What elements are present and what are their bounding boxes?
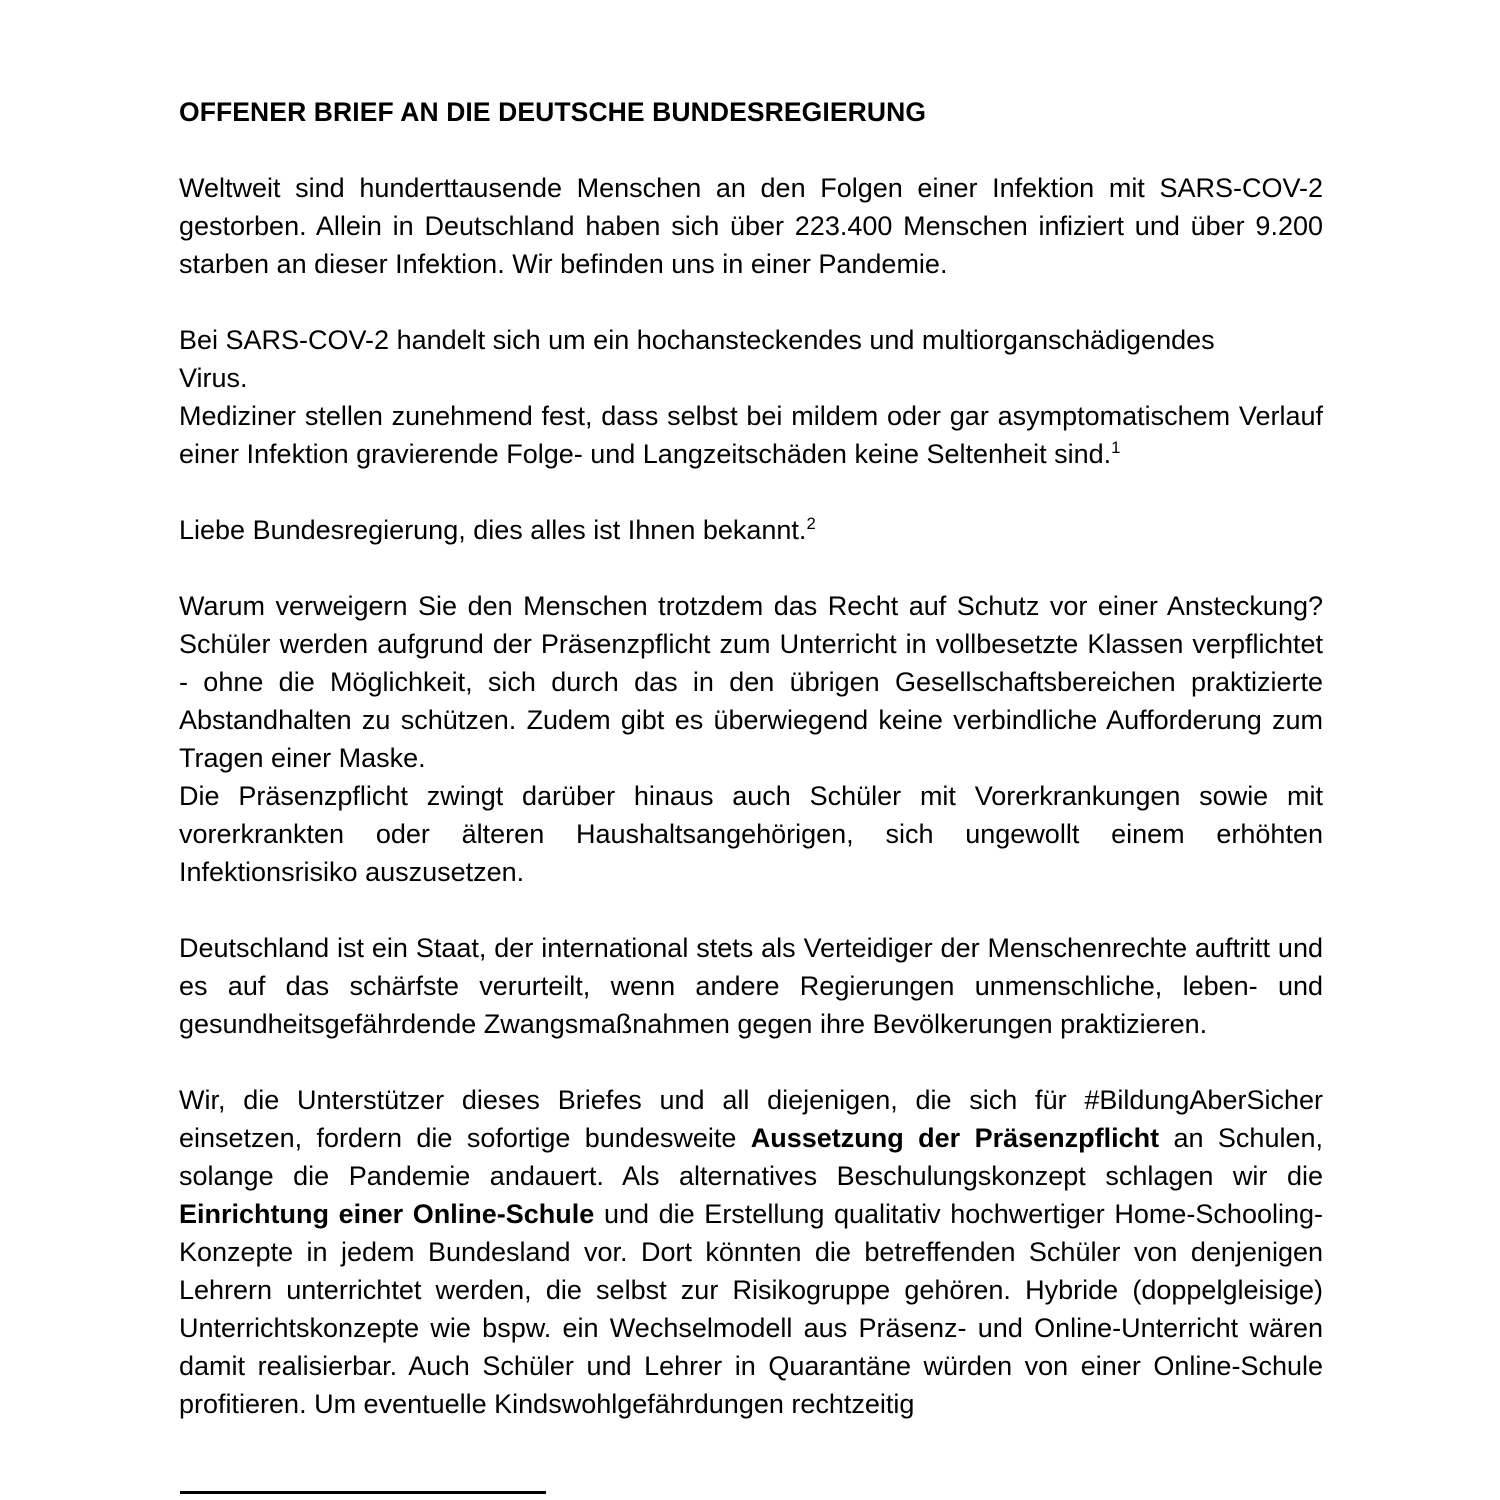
demand-suspend-attendance: Aussetzung der Präsenzpflicht <box>750 1123 1160 1153</box>
paragraph-address-government <box>179 511 1323 549</box>
demands-text-part-2: an Schulen, solange die Pandemie andauert. Als alternatives Beschulungskonzept schlagen wir die <box>179 1123 1323 1191</box>
paragraph-line: Bei SARS-COV-2 handelt sich um ein hochansteckendes und multiorganschädigendes <box>179 325 1215 355</box>
paragraph-risk-groups: Die Präsenzpflicht zwingt darüber hinaus auch Schüler mit Vorerkrankungen sowie mit vorerkrankten oder älteren Haushaltsangehörigen, sich ungewollt einem erhöhten Infektionsrisiko auszusetzen. <box>179 781 1323 887</box>
paragraph-long-term-effects <box>179 397 1323 473</box>
footnote-marker-1[interactable]: 1 <box>1111 438 1121 457</box>
paragraph-line: Virus. <box>179 363 248 393</box>
paragraph-question-protection: Warum verweigern Sie den Menschen trotzdem das Recht auf Schutz vor einer Ansteckung? Schüler werden aufgrund der Präsenzpflicht zum Unterricht in vollbesetzte Klassen verpflichtet - ohne die Möglichkeit, sich durch das in den übrigen Gesellschaftsbereichen praktizierte Abstandhalten zu schützen. Zudem gibt es überwiegend keine verbindliche Aufforderung zum Tragen einer Maske. <box>179 591 1323 773</box>
demand-online-school: Einrichtung einer Online-Schule <box>179 1199 595 1229</box>
document-body <box>179 0 1323 1423</box>
paragraph-intro: Weltweit sind hunderttausende Menschen an den Folgen einer Infektion mit SARS-COV-2 gestorben. Allein in Deutschland haben sich über 223.400 Menschen infiziert und über 9.200 starben an dieser Infektion. Wir befinden uns in einer Pandemie. <box>179 173 1323 279</box>
paragraph-virus-description <box>179 321 1323 397</box>
paragraph-text: Mediziner stellen zunehmend fest, dass selbst bei mildem oder gar asymptomatischem Verlauf einer Infektion gravierende Folge- und Langzeitschäden keine Seltenheit sind. <box>179 401 1323 469</box>
footnote-separator <box>180 1491 546 1494</box>
footnote-marker-2[interactable]: 2 <box>806 514 816 533</box>
paragraph-demands <box>179 1081 1323 1423</box>
demands-text-part-1: Wir, die Unterstützer dieses Briefes und all diejenigen, die sich für #BildungAberSicher einsetzen, fordern die sofortige bundesweite <box>179 1085 1323 1153</box>
demands-text-part-3: und die Erstellung qualitativ hochwertiger Home-Schooling-Konzepte in jedem Bundesland vor. Dort könnten die betreffenden Schüler von denjenigen Lehrern unterrichtet werden, die selbst zur Risikogruppe gehören. Hybride (doppelgleisige) Unterrichtskonzepte wie bspw. ein Wechselmodell aus Präsenz- und Online-Unterricht wären damit realisierbar. Auch Schüler und Lehrer in Quarantäne würden von einer Online-Schule profitieren. Um eventuelle Kindswohlgefährdungen rechtzeitig <box>179 1199 1323 1419</box>
paragraph-text: Liebe Bundesregierung, dies alles ist Ihnen bekannt. <box>179 515 807 545</box>
page-title: OFFENER BRIEF AN DIE DEUTSCHE BUNDESREGIERUNG <box>179 97 927 127</box>
paragraph-human-rights: Deutschland ist ein Staat, der international stets als Verteidiger der Menschenrechte auftritt und es auf das schärfste verurteilt, wenn andere Regierungen unmenschliche, leben- und gesundheitsgefährdende Zwangsmaßnahmen gegen ihre Bevölkerungen praktizieren. <box>179 933 1323 1039</box>
